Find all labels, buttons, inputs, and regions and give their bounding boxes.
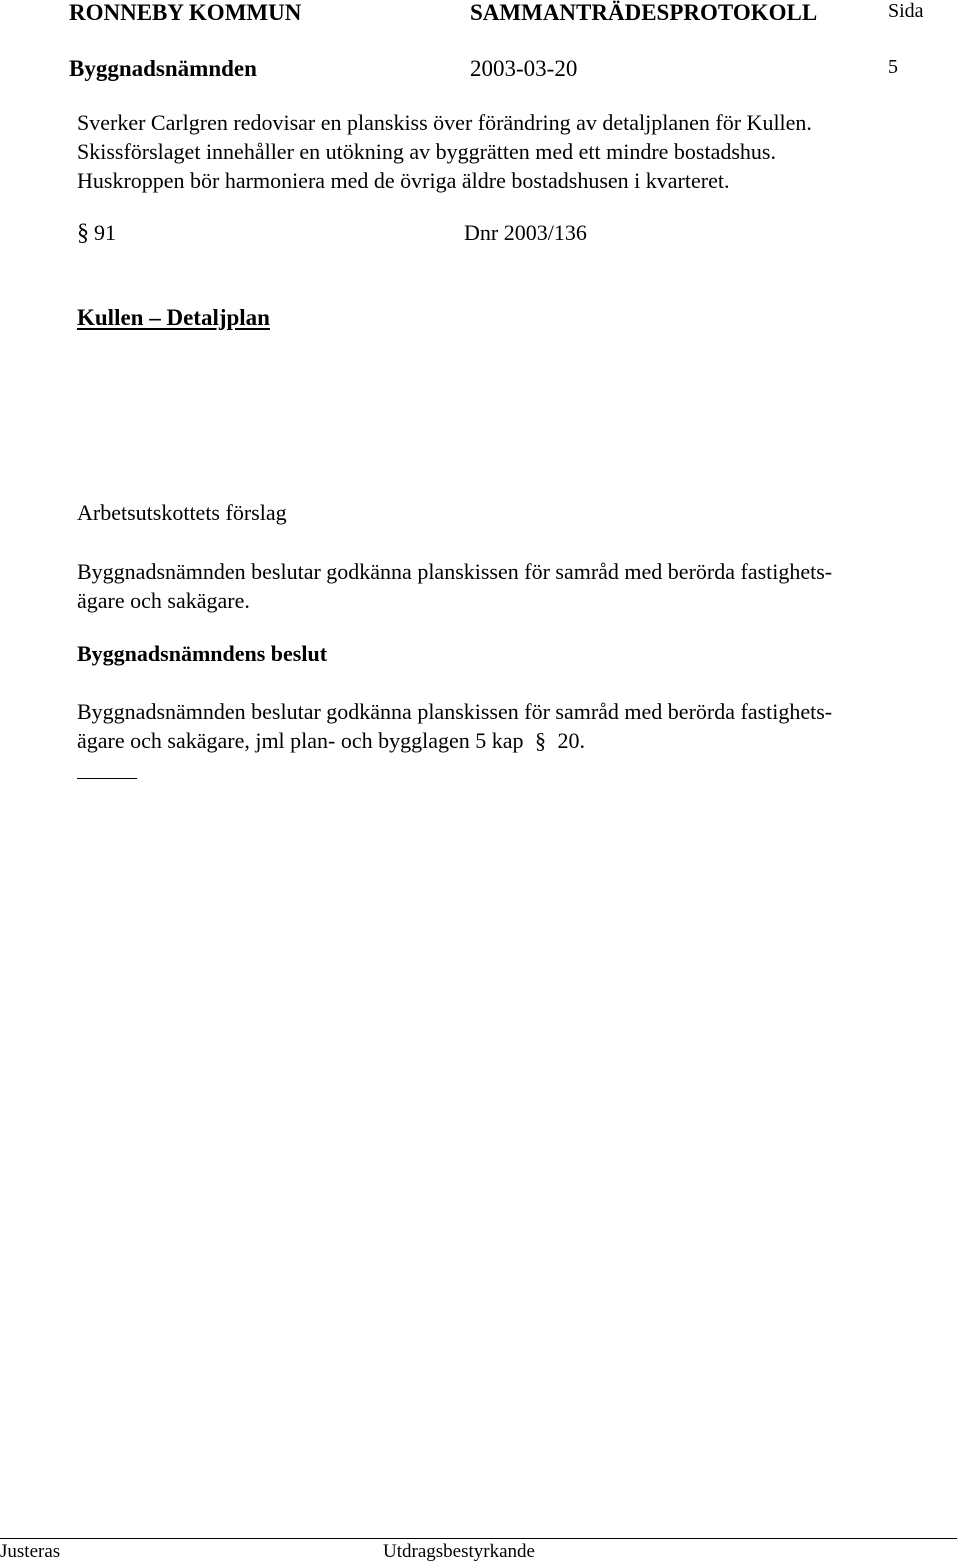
footer-rule (0, 1538, 957, 1539)
proposal-line-1: Byggnadsnämnden beslutar godkänna planskissen för samråd med berörda fastighets- (77, 559, 833, 584)
intro-text-lines (77, 108, 937, 195)
section-end-rule (77, 778, 137, 779)
decision-heading: Byggnadsnämndens beslut (77, 641, 328, 666)
proposal-text (77, 557, 937, 615)
footer-utdragsbestyrkande: Utdragsbestyrkande (383, 1541, 535, 1562)
meeting-date: 2003-03-20 (470, 56, 578, 81)
proposal-line-2: ägare och sakägare. (77, 588, 250, 613)
paragraph-symbol: § (77, 220, 89, 246)
section-symbol: § (535, 728, 547, 753)
decision-line-2-suffix: 20. (557, 728, 586, 753)
item-title: Kullen – Detaljplan (77, 305, 270, 330)
document-type: SAMMANTRÄDESPROTOKOLL (470, 0, 818, 25)
intro-line-1: Sverker Carlgren redovisar en planskiss över förändring av detaljplanen för Kullen. (77, 110, 812, 135)
footer-justeras: Justeras (0, 1541, 61, 1562)
decision-text (77, 697, 937, 755)
intro-line-2: Skissförslaget innehåller en utökning av byggrätten med ett mindre bostadshus. (77, 139, 776, 164)
decision-line-2 (77, 726, 937, 755)
page-label: Sida (888, 0, 924, 22)
intro-line-3: Huskroppen bör harmoniera med de övriga äldre bostadshusen i kvarteret. (77, 168, 730, 193)
decision-line-1: Byggnadsnämnden beslutar godkänna planskissen för samråd med berörda fastighets- (77, 699, 833, 724)
diary-number: Dnr 2003/136 (464, 220, 587, 245)
proposal-heading: Arbetsutskottets förslag (77, 500, 287, 525)
page-number: 5 (888, 56, 898, 78)
organization-name: RONNEBY KOMMUN (69, 0, 302, 25)
decision-line-2-prefix: ägare och sakägare, jml plan- och bygglagen 5 kap (77, 728, 524, 753)
paragraph-number: 91 (94, 220, 116, 245)
committee-name: Byggnadsnämnden (69, 56, 257, 81)
